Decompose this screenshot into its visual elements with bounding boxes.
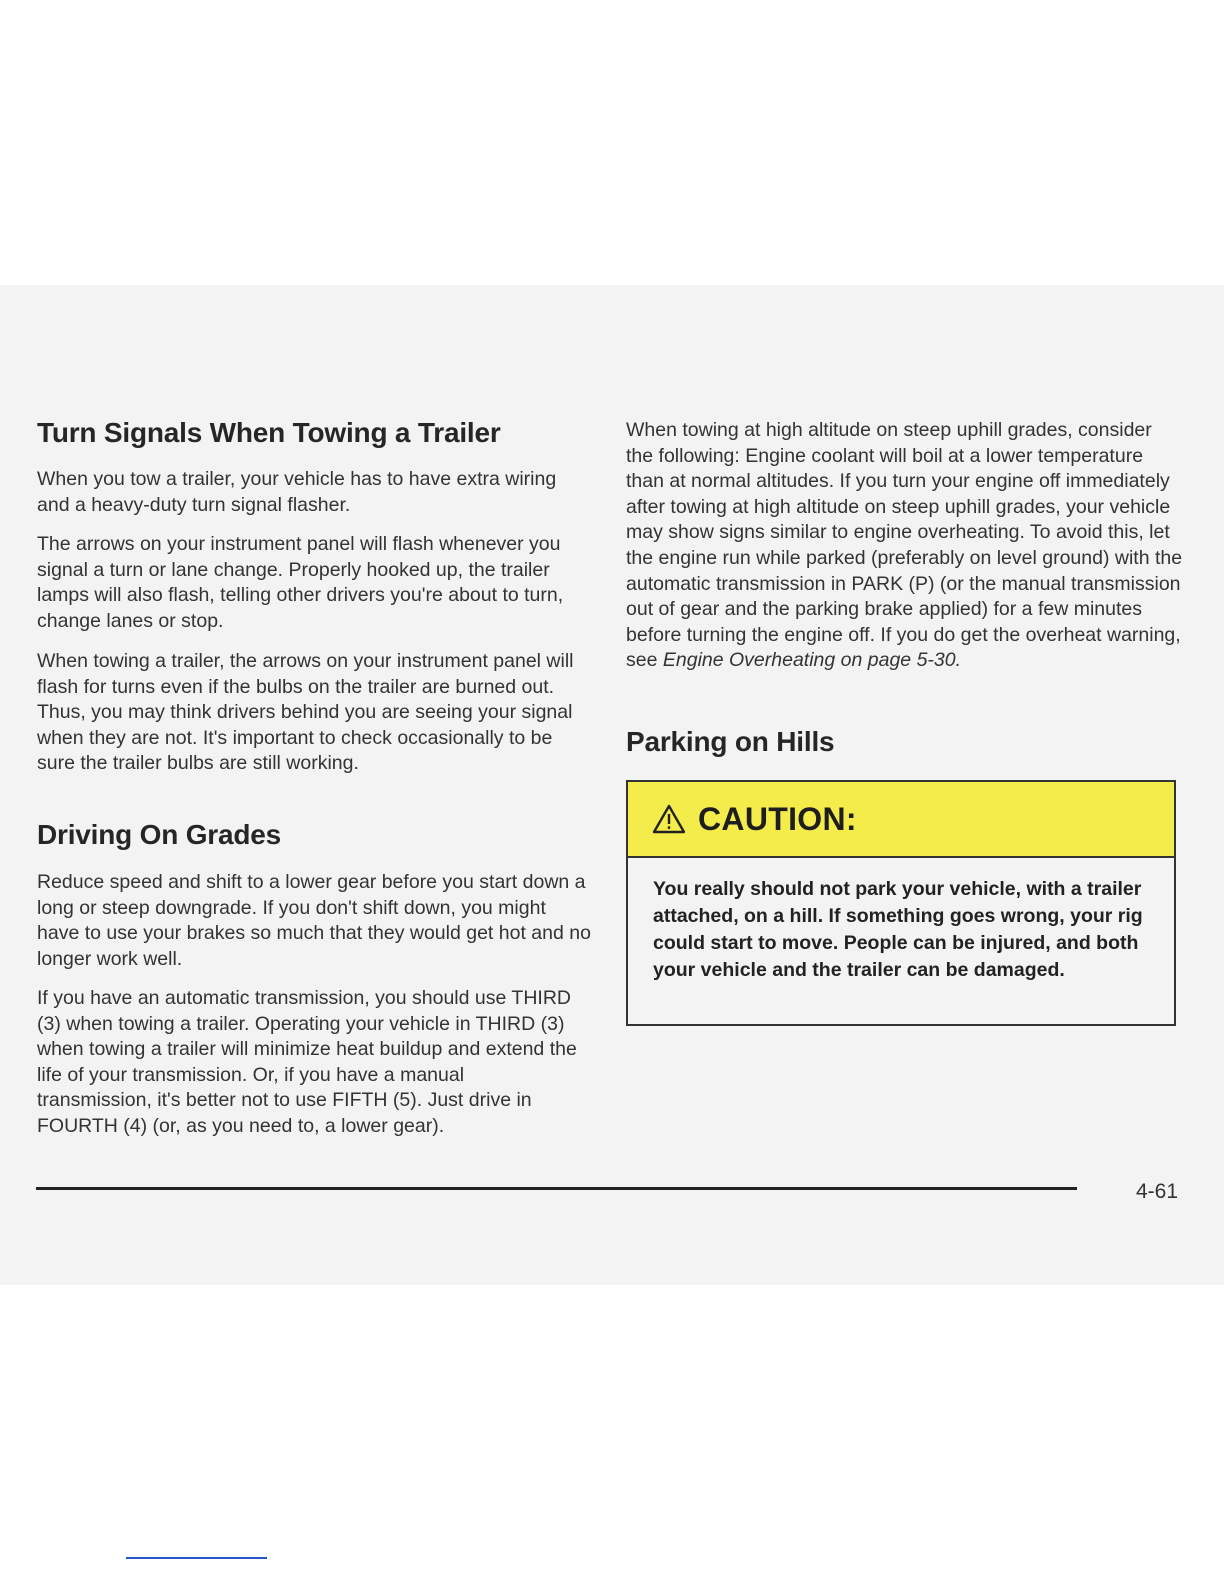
- caution-title: CAUTION:: [698, 800, 857, 837]
- paragraph-wiring: When you tow a trailer, your vehicle has to have extra wiring and a heavy-duty turn signal flasher.: [37, 468, 557, 516]
- paragraph-arrows-flash: The arrows on your instrument panel will flash whenever you signal a turn or lane change. Properly hooked up, the trailer lamps will also flash, telling other drivers you're about to turn, change lanes or stop.: [37, 533, 564, 632]
- caution-body: You really should not park your vehicle, with a trailer attached, on a hill. If something goes wrong, your rig could start to move. People can be injured, and both your vehicle and the trailer can be damaged.: [653, 878, 1143, 981]
- link-underline[interactable]: [126, 1557, 267, 1559]
- caution-header: [628, 782, 1174, 858]
- caution-box: [626, 780, 1176, 1026]
- paragraph-bulbs-check: When towing a trailer, the arrows on your instrument panel will flash for turns even if the bulbs on the trailer are burned out. Thus, you may think drivers behind you are seeing your signal when they are not. It's important to check occasionally to be sure the trailer bulbs are still working.: [37, 650, 574, 775]
- section-heading-turn-signals: Turn Signals When Towing a Trailer: [37, 417, 501, 448]
- section-heading-driving-grades: Driving On Grades: [37, 819, 281, 850]
- footer-rule: [36, 1187, 1077, 1190]
- paragraph-transmission: If you have an automatic transmission, you should use THIRD (3) when towing a trailer. Operating your vehicle in THIRD (3) when towing a trailer will minimize heat buildup and extend the life of your transmission. Or, if you have a manual transmission, it's better not to use FIFTH (5). Just drive in FOURTH (4) (or, as you need to, a lower gear).: [37, 987, 577, 1137]
- altitude-text: When towing at high altitude on steep uphill grades, consider the following: Engine coolant will boil at a lower temperature than at normal altitudes. If you turn your engine off immediately after towing at high altitude on steep uphill grades, your vehicle may show signs similar to engine overheating. To avoid this, let the engine run while parked (preferably on level ground) with the automatic transmission in PARK (P) (or the manual transmission out of gear and the parking brake applied) for a few minutes before turning the engine off. If you do get the overheat warning,: [626, 419, 1183, 646]
- paragraph-reduce-speed: Reduce speed and shift to a lower gear before you start down a long or steep downgrade. If you don't shift down, you might have to use your brakes so much that they would get hot and no longer work well.: [37, 871, 591, 970]
- see-prefix: see: [626, 649, 658, 672]
- warning-triangle-icon: [652, 804, 686, 834]
- page-number: 4-61: [1136, 1180, 1179, 1203]
- engine-overheating-reference[interactable]: Engine Overheating on page 5-30.: [662, 649, 962, 672]
- paragraph-high-altitude: [626, 418, 1184, 674]
- section-heading-parking-hills: Parking on Hills: [626, 726, 835, 757]
